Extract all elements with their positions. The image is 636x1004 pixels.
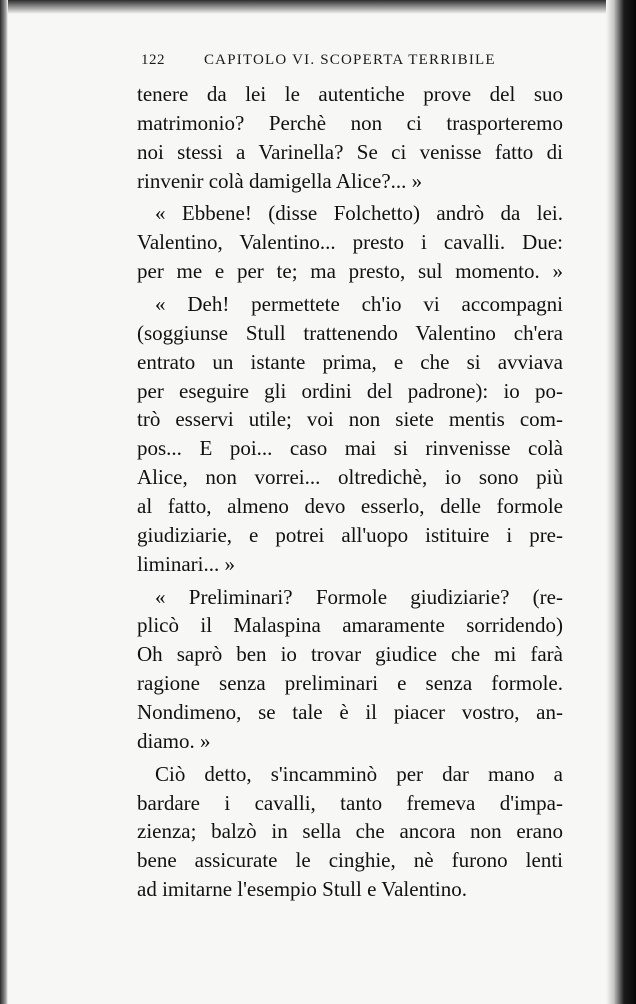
page-top-shadow bbox=[0, 0, 636, 14]
running-title: CAPITOLO VI. SCOPERTA TERRIBILE bbox=[203, 52, 496, 68]
text-line: bardare i cavalli, tanto fremeva d'impa- bbox=[137, 790, 563, 815]
text-line: « Ebbene! (disse Folchetto) andrò da lei. bbox=[155, 201, 563, 226]
text-line: pos... E poi... caso mai si rinvenisse colà bbox=[137, 436, 563, 461]
text-line: giudiziarie, e potrei all'uopo istituire i pre- bbox=[137, 522, 563, 547]
page-left-shadow bbox=[0, 0, 8, 1004]
paragraph bbox=[137, 760, 563, 904]
text-line: tenere da lei le autentiche prove del suo bbox=[137, 82, 563, 106]
running-head bbox=[141, 52, 521, 78]
paragraph bbox=[137, 290, 563, 579]
text-line: (soggiunse Stull trattenendo Valentino ch'era bbox=[137, 320, 563, 345]
text-line: entrato un istante prima, e che si avviava bbox=[137, 349, 563, 374]
body-text bbox=[137, 80, 563, 904]
text-line: rinvenir colà damigella Alice?... » bbox=[137, 168, 423, 193]
text-line: « Preliminari? Formole giudiziarie? (re- bbox=[155, 584, 563, 609]
text-line: noi stessi a Varinella? Se ci venisse fatto di bbox=[137, 139, 563, 164]
text-line: ragione senza preliminari e senza formole. bbox=[137, 671, 563, 696]
text-line: liminari... » bbox=[137, 551, 235, 576]
text-line: per me e per te; ma presto, sul momento. » bbox=[137, 259, 563, 284]
text-line: Valentino, Valentino... presto i cavalli. Due: bbox=[137, 230, 563, 255]
text-line: zienza; balzò in sella che ancora non erano bbox=[137, 819, 563, 844]
text-line: ad imitarne l'esempio Stull e Valentino. bbox=[137, 877, 468, 902]
page-gutter-shadow bbox=[606, 0, 636, 1004]
text-line: plicò il Malaspina amaramente sorridendo) bbox=[137, 613, 563, 638]
paragraph bbox=[137, 583, 563, 756]
page-number: 122 bbox=[141, 52, 165, 68]
text-line: trò esservi utile; voi non siete mentis com- bbox=[137, 407, 563, 432]
text-line: Nondimeno, se tale è il piacer vostro, an- bbox=[137, 700, 563, 725]
text-line: matrimonio? Perchè non ci trasporteremo bbox=[137, 110, 563, 135]
text-line: diamo. » bbox=[137, 728, 211, 753]
text-line: Oh saprò ben io trovar giudice che mi farà bbox=[137, 642, 563, 667]
text-line: Alice, non vorrei... oltredichè, io sono più bbox=[137, 465, 563, 490]
text-line: « Deh! permettete ch'io vi accompagni bbox=[155, 291, 563, 316]
text-line: bene assicurate le cinghie, nè furono lenti bbox=[137, 848, 563, 873]
paragraph bbox=[137, 80, 563, 196]
text-line: Ciò detto, s'incamminò per dar mano a bbox=[155, 761, 563, 786]
text-line: per eseguire gli ordini del padrone): io po- bbox=[137, 378, 563, 403]
paragraph bbox=[137, 199, 563, 286]
text-line: al fatto, almeno devo esserlo, delle formole bbox=[137, 494, 563, 519]
